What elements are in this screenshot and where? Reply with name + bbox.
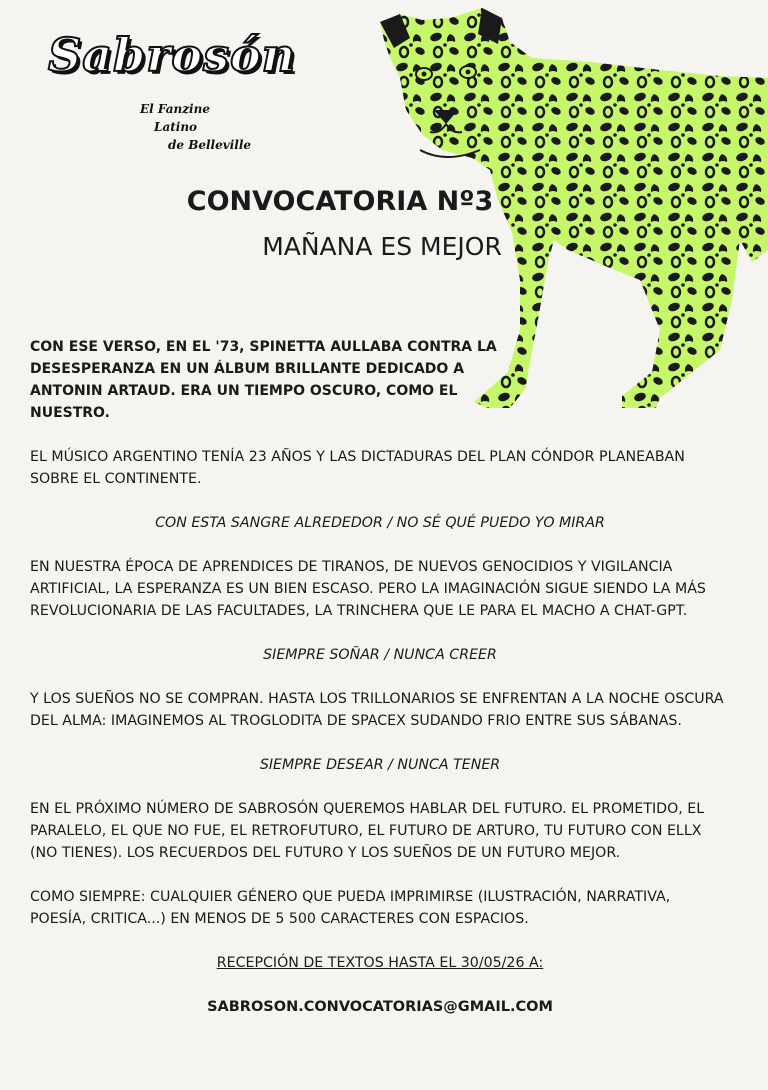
- intro-paragraph: CON ESE VERSO, EN EL '73, SPINETTA AULLABA CONTRA LA DESESPERANZA EN UN ÁLBUM BRILLANTE DEDICADO A ANTONIN ARTAUD. ERA UN TIEMPO OSCURO, COMO EL NUESTRO.: [30, 339, 497, 421]
- contact-email[interactable]: SABROSON.CONVOCATORIAS@GMAIL.COM: [207, 999, 553, 1015]
- title-text: CONVOCATORIA Nº3: [186, 186, 494, 217]
- reception-deadline: RECEPCIÓN DE TEXTOS HASTA EL 30/05/26 A:: [216, 955, 544, 971]
- paragraph-5: COMO SIEMPRE: CUALQUIER GÉNERO QUE PUEDA IMPRIMIRSE (ILUSTRACIÓN, NARRATIVA, POESÍA, CRITICA...) EN MENOS DE 5 500 CARACTERES CON ESPACIOS.: [30, 889, 671, 927]
- paragraph-4: EN EL PRÓXIMO NÚMERO DE SABROSÓN QUEREMOS HABLAR DEL FUTURO. EL PROMETIDO, EL PARALELO, EL QUE NO FUE, EL RETROFUTURO, EL FUTURO DE ARTURO, TU FUTURO CON ELLX (NO TIENES). LOS RECUERDOS DEL FUTURO Y LOS SUEÑOS DE UN FUTURO MEJOR.: [30, 801, 705, 861]
- verse-2: SIEMPRE SOÑAR / NUNCA CREER: [263, 647, 497, 663]
- call-text: [30, 336, 730, 1040]
- logo-tagline-line-2: Latino: [154, 120, 198, 134]
- page-title: [0, 186, 680, 217]
- logo-wordmark: Sabrosón: [48, 28, 297, 82]
- verse-1: CON ESTA SANGRE ALREDEDOR / NO SÉ QUÉ PUEDO YO MIRAR: [155, 515, 605, 531]
- logo-tagline-line-3: de Belleville: [168, 138, 252, 152]
- paragraph-3: Y LOS SUEÑOS NO SE COMPRAN. HASTA LOS TRILLONARIOS SE ENFRENTAN A LA NOCHE OSCURA DEL ALMA: IMAGINEMOS AL TROGLODITA DE SPACEX SUDANDO FRIO ENTRE SUS SÁBANAS.: [30, 691, 724, 729]
- logo-tagline: [140, 100, 260, 154]
- paragraph-1: EL MÚSICO ARGENTINO TENÍA 23 AÑOS Y LAS DICTADURAS DEL PLAN CÓNDOR PLANEABAN SOBRE EL CONTINENTE.: [30, 449, 685, 487]
- logo-tagline-line-1: El Fanzine: [140, 102, 210, 116]
- paragraph-2: EN NUESTRA ÉPOCA DE APRENDICES DE TIRANOS, DE NUEVOS GENOCIDIOS Y VIGILANCIA ARTIFICIAL, LA ESPERANZA ES UN BIEN ESCASO. PERO LA IMAGINACIÓN SIGUE SIENDO LA MÁS REVOLUCIONARIA DE LAS FACULTADES, LA TRINCHERA QUE LE PARA EL MACHO A CHAT-GPT.: [30, 559, 706, 619]
- zine-logo: [44, 28, 297, 178]
- verse-3: SIEMPRE DESEAR / NUNCA TENER: [259, 757, 501, 773]
- page-subtitle: MAÑANA ES MEJOR: [262, 232, 502, 261]
